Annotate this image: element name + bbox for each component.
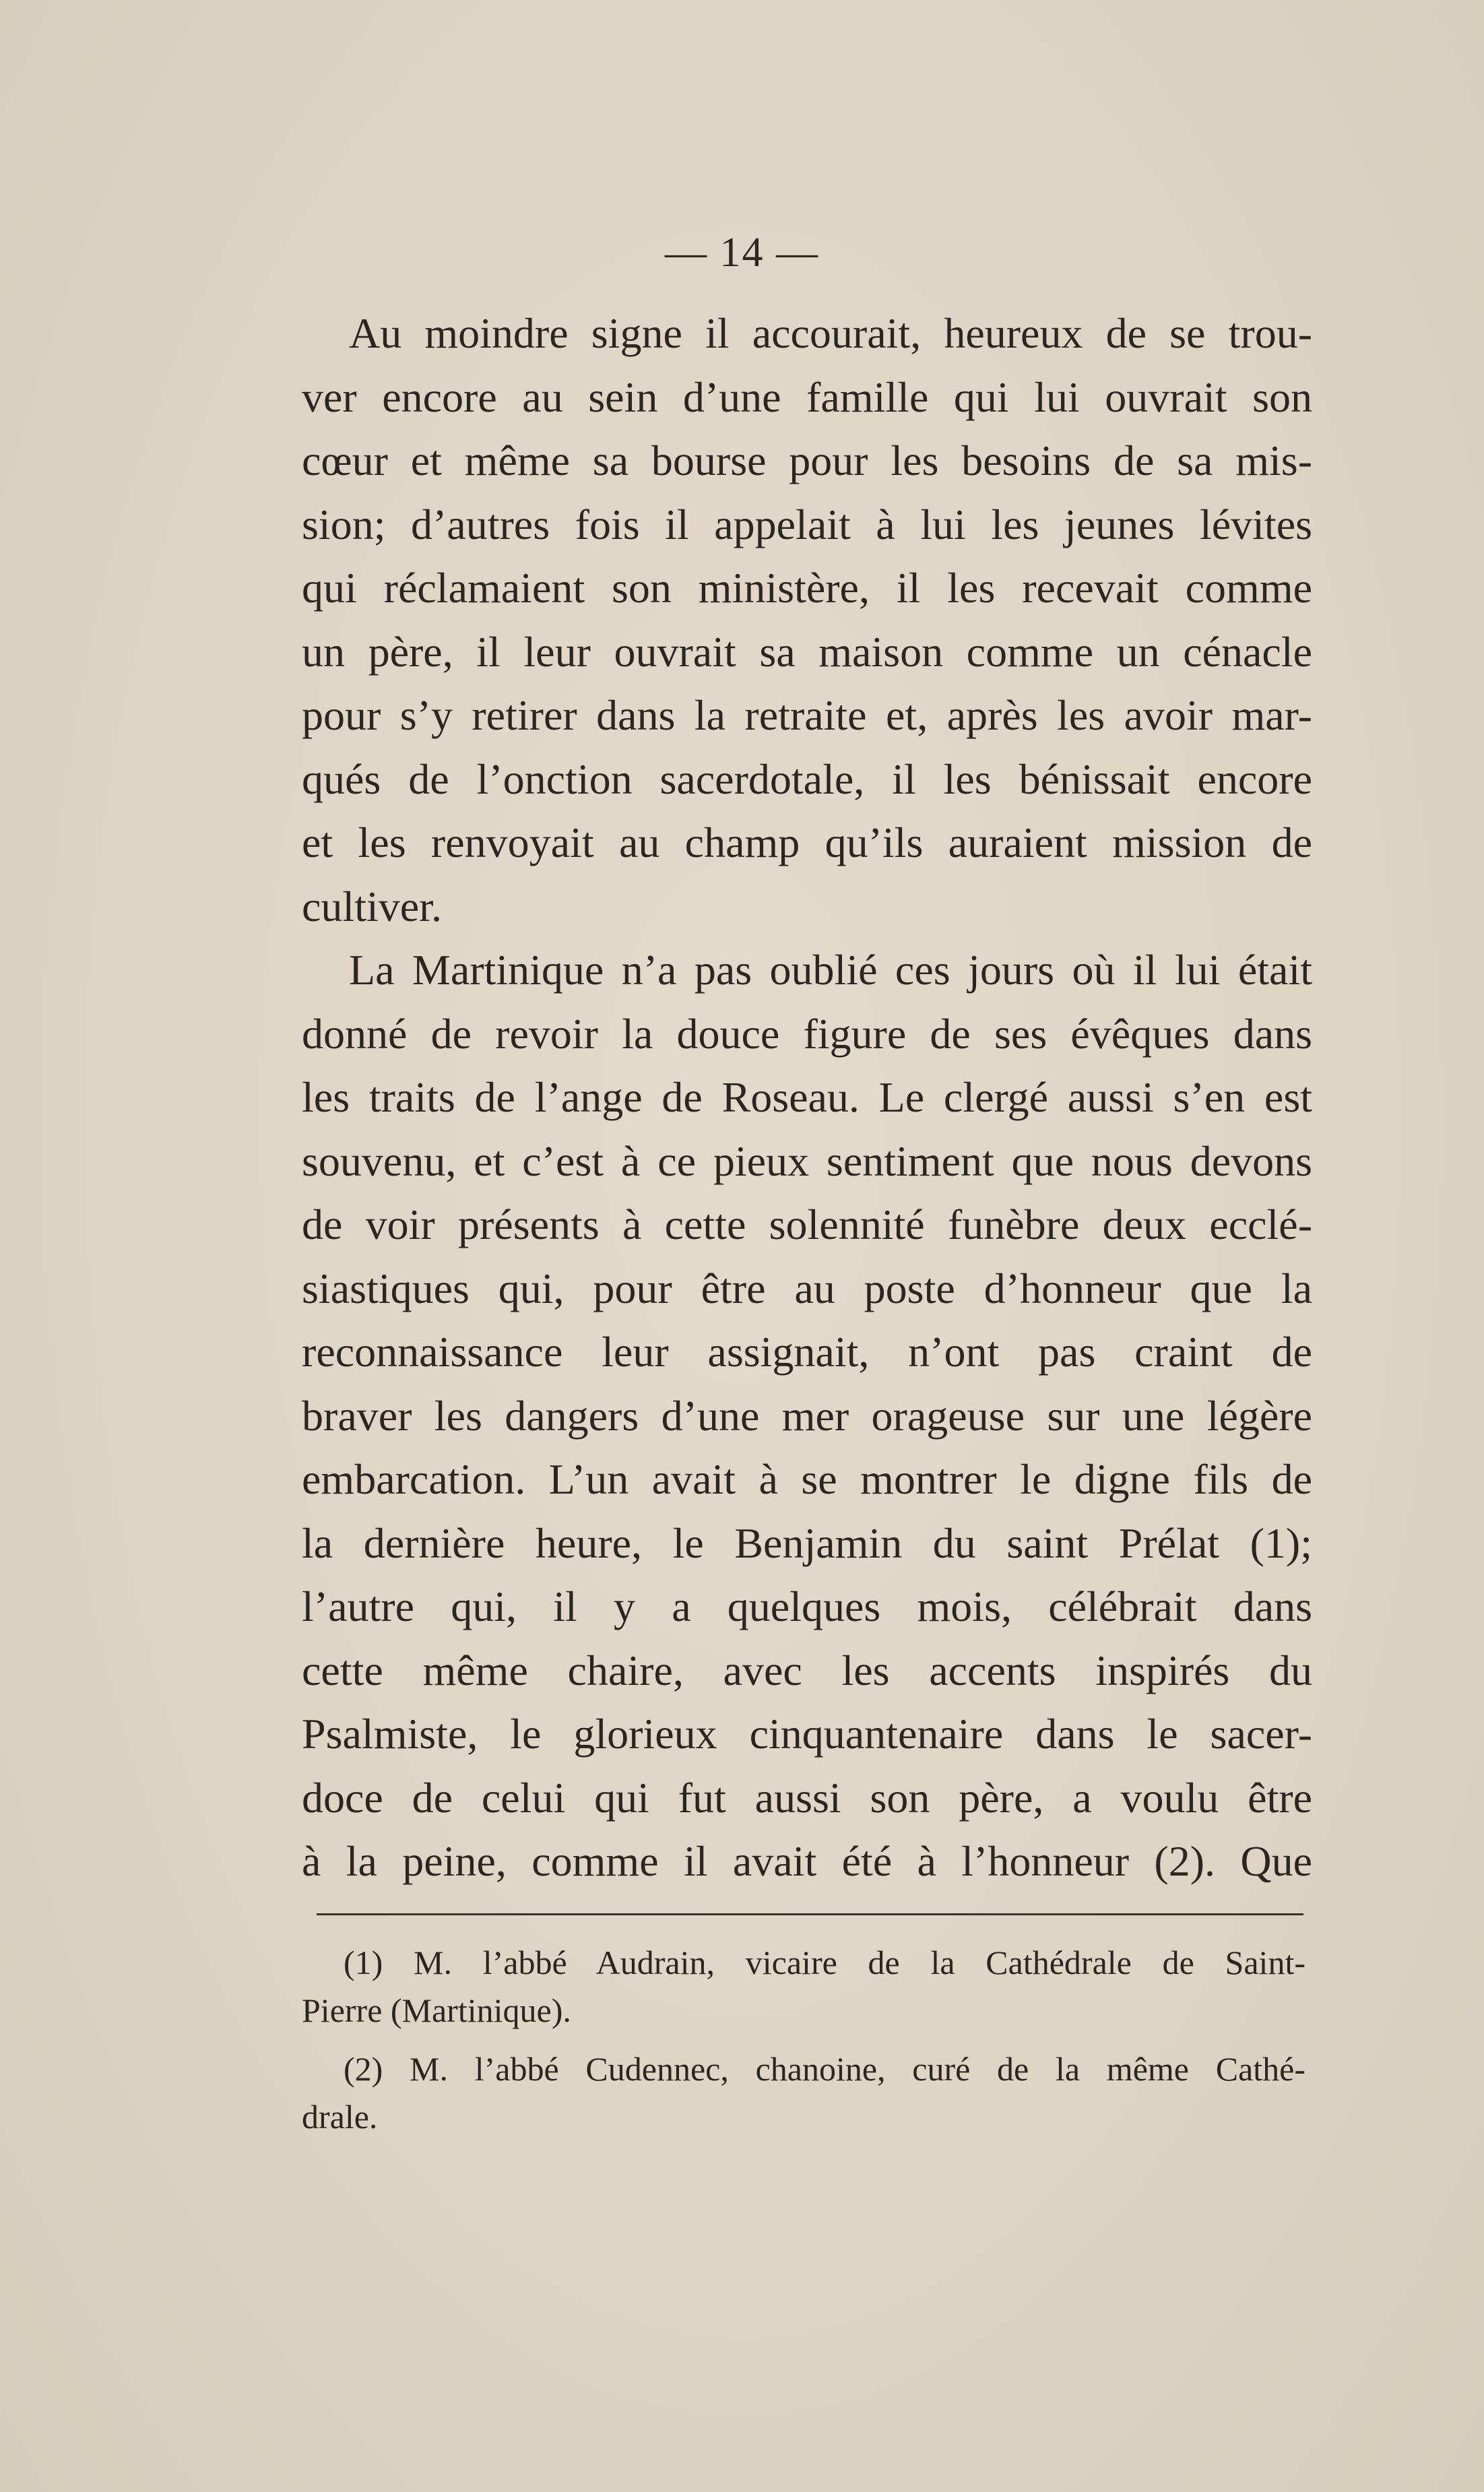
text-line: reconnaissance leur assignait, n’ont pas craint de [302, 1328, 1312, 1376]
text-line: cette même chaire, avec les accents inspirés du [302, 1646, 1312, 1694]
text-line: Au moindre signe il accourait, heureux de se trou- [349, 309, 1312, 357]
text-line: les traits de l’ange de Roseau. Le clergé aussi s’en est [302, 1073, 1312, 1121]
footnote-line: drale. [302, 2098, 378, 2136]
text-line: embarcation. L’un avait à se montrer le digne fils de [302, 1455, 1312, 1503]
text-line: donné de revoir la douce figure de ses évêques dans [302, 1009, 1312, 1058]
text-line: de voir présents à cette solennité funèbre deux ecclé- [302, 1201, 1312, 1248]
footnote-1 [302, 1939, 1305, 2035]
text-line: l’autre qui, il y a quelques mois, célébrait dans [302, 1583, 1312, 1630]
footnotes [302, 1939, 1305, 2141]
text-line: pour s’y retirer dans la retraite et, après les avoir mar- [302, 691, 1312, 739]
footnote-line: (2) M. l’abbé Cudennec, chanoine, curé de la même Cathé- [344, 2050, 1305, 2088]
text-line: siastiques qui, pour être au poste d’honneur que la [302, 1264, 1312, 1312]
text-line: Psalmiste, le glorieux cinquantenaire dans le sacer- [302, 1710, 1312, 1758]
text-line: un père, il leur ouvrait sa maison comme un cénacle [302, 627, 1312, 676]
text-line: et les renvoyait au champ qu’ils auraient mission de [302, 819, 1312, 866]
text-line: sion; d’autres fois il appelait à lui les jeunes lévites [302, 500, 1312, 548]
page-number: — 14 — [665, 230, 819, 276]
text-line: qui réclamaient son ministère, il les recevait comme [302, 564, 1312, 612]
footnote-line: (1) M. l’abbé Audrain, vicaire de la Cathédrale de Saint- [344, 1944, 1305, 1981]
text-line: qués de l’onction sacerdotale, il les bénissait encore [302, 755, 1312, 803]
text-line: à la peine, comme il avait été à l’honneur (2). Que [302, 1837, 1312, 1885]
footnote-2 [302, 2045, 1305, 2141]
text-line: la dernière heure, le Benjamin du saint Prélat (1); [302, 1519, 1312, 1567]
body-text [302, 302, 1312, 1894]
text-line: La Martinique n’a pas oublié ces jours où il lui était [349, 946, 1312, 994]
paragraph-2 [302, 938, 1312, 1894]
text-line: cœur et même sa bourse pour les besoins de sa mis- [302, 437, 1312, 484]
text-line: cultiver. [302, 882, 442, 930]
footnote-line: Pierre (Martinique). [302, 1991, 571, 2029]
text-line: doce de celui qui fut aussi son père, a voulu être [302, 1773, 1312, 1822]
text-line: souvenu, et c’est à ce pieux sentiment que nous devons [302, 1137, 1312, 1185]
text-line: ver encore au sein d’une famille qui lui ouvrait son [302, 373, 1312, 421]
footnote-divider [317, 1913, 1303, 1915]
footnote-spacer [302, 2035, 1305, 2045]
paragraph-1 [302, 302, 1312, 938]
text-line: braver les dangers d’une mer orageuse sur une légère [302, 1391, 1312, 1440]
